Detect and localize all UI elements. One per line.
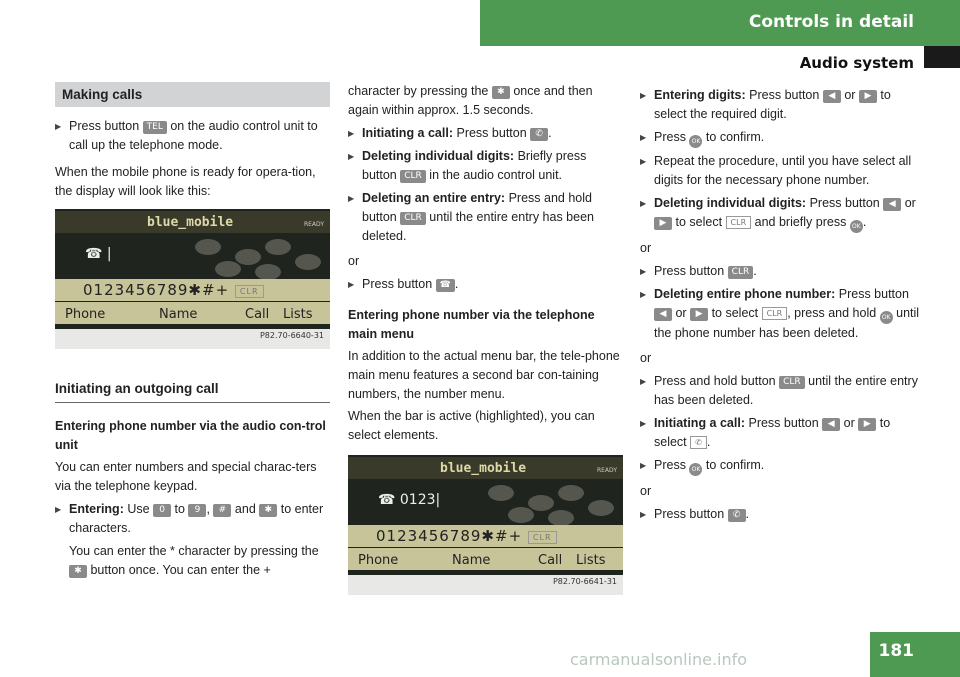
menu-name: Name: [159, 307, 198, 322]
menu-lists: Lists: [576, 553, 606, 568]
call-button-icon: ✆: [530, 128, 548, 141]
note: You can enter the * character by pressing the ✱ button once. You can enter the +: [69, 544, 319, 577]
paragraph: When the bar is active (highlighted), you can select elements.: [348, 409, 595, 442]
figure-caption: P82.70-6641-31: [552, 577, 617, 586]
or-text: or: [640, 241, 652, 255]
paragraph: In addition to the actual menu bar, the tele-phone main menu features a second bar con-taining numbers, the number menu.: [348, 349, 620, 401]
clr-button-icon: CLR: [400, 212, 426, 225]
display-screen: [348, 455, 623, 575]
menu-phone: Phone: [358, 553, 399, 568]
entering-heading: Entering phone number via the audio con-trol unit: [55, 419, 326, 452]
call-icon: ✆: [690, 436, 707, 449]
right-arrow-icon: ▶: [654, 217, 672, 230]
telephone-menu-heading: Entering phone number via the telephone main menu: [348, 308, 595, 341]
bullet-delete-digits: ▶ Deleting individual digits: Briefly press button CLR in the audio control unit.: [348, 147, 623, 185]
right-arrow-icon: ▶: [859, 90, 877, 103]
left-arrow-icon: ◀: [822, 418, 840, 431]
or-text: or: [640, 351, 652, 365]
display-title: blue_mobile: [147, 215, 234, 230]
header-marker: [924, 46, 960, 68]
clr-button-icon: CLR: [779, 376, 805, 389]
call-button-icon: ✆: [728, 509, 746, 522]
number-menu: 0123456789✱#+ CLR: [83, 281, 264, 300]
bullet-delete-number: ▶ Deleting entire phone number: Press button ◀ or ▶ to select CLR , press and hold OK until the phone number has been deleted.: [640, 285, 920, 343]
bullet-call-button: ▶ Press button ✆ .: [640, 505, 920, 524]
ok-button-icon: OK: [850, 220, 863, 233]
menu-call: Call: [245, 307, 270, 322]
menu-phone: Phone: [65, 307, 106, 322]
making-calls-heading: Making calls: [55, 82, 330, 107]
display-title: blue_mobile: [440, 461, 527, 476]
clr-icon: CLR: [762, 307, 788, 320]
clr-icon: CLR: [235, 285, 264, 298]
or-text: or: [640, 484, 652, 498]
bullet-initiate-call: ▶ Initiating a call: Press button ◀ or ▶ to select ✆ .: [640, 414, 920, 452]
key-9-icon: 9: [188, 504, 206, 517]
right-arrow-icon: ▶: [690, 308, 708, 321]
text: Press button: [69, 119, 140, 133]
bullet-confirm: ▶ Press OK to confirm.: [640, 128, 920, 148]
bullet-end-call: ▶ Press button ☎ .: [348, 275, 623, 294]
display-screen: [55, 209, 330, 329]
key-star-icon: ✱: [492, 86, 510, 99]
left-arrow-icon: ◀: [883, 198, 901, 211]
phone-display-2: [348, 455, 623, 595]
initiating-heading: Initiating an outgoing call: [55, 379, 330, 403]
ok-button-icon: OK: [689, 463, 702, 476]
label: Entering:: [69, 502, 124, 516]
paragraph: You can enter numbers and special charac-ters via the telephone keypad.: [55, 460, 317, 493]
column-middle: [348, 82, 623, 601]
continued-text: character by pressing the ✱ once and then again within approx. 1.5 seconds.: [348, 84, 593, 117]
bullet-entering: ▶ Entering: Use 0 to 9 , # and ✱ to enter characters.: [55, 500, 330, 538]
right-arrow-icon: ▶: [858, 418, 876, 431]
key-hash-icon: #: [213, 504, 231, 517]
subsection-title: Audio system: [799, 54, 914, 72]
column-left: [55, 82, 330, 580]
key-star-icon: ✱: [69, 565, 87, 578]
column-right: [640, 82, 920, 524]
tel-button-icon: TEL: [143, 121, 167, 134]
section-title: Controls in detail: [748, 12, 914, 32]
bullet-clr: ▶ Press button CLR .: [640, 262, 920, 281]
page-number: 181: [870, 632, 960, 677]
clr-icon: CLR: [528, 531, 557, 544]
clr-icon: CLR: [726, 216, 752, 229]
bullet-delete-entry: ▶ Deleting an entire entry: Press and hold button CLR until the entire entry has been deleted.: [348, 189, 623, 246]
left-arrow-icon: ◀: [823, 90, 841, 103]
bullet-repeat: ▶ Repeat the procedure, until you have select all digits for the necessary phone number.: [640, 152, 920, 190]
menu-call: Call: [538, 553, 563, 568]
ready-indicator: READY: [303, 221, 324, 228]
or-text: or: [348, 254, 360, 268]
end-call-button-icon: ☎: [436, 279, 455, 292]
header-section-bar: [480, 0, 960, 46]
key-star-icon: ✱: [259, 504, 277, 517]
bullet-confirm: ▶ Press OK to confirm.: [640, 456, 920, 476]
clr-button-icon: CLR: [400, 170, 426, 183]
watermark: carmanualsonline.info: [570, 650, 748, 669]
ready-indicator: READY: [596, 467, 617, 474]
bullet-delete-digits: ▶ Deleting individual digits: Press button ◀ or ▶ to select CLR and briefly press OK .: [640, 194, 920, 233]
ok-button-icon: OK: [880, 311, 893, 324]
menu-lists: Lists: [283, 307, 313, 322]
clr-button-icon: CLR: [728, 266, 754, 279]
input-line: ☎ |: [85, 246, 112, 262]
number-menu: 0123456789✱#+ CLR: [376, 527, 557, 546]
menu-name: Name: [452, 553, 491, 568]
key-0-icon: 0: [153, 504, 171, 517]
bullet-initiating: ▶ Initiating a call: Press button ✆ .: [348, 124, 623, 143]
left-arrow-icon: ◀: [654, 308, 672, 321]
ok-button-icon: OK: [689, 135, 702, 148]
bullet-hold-clr: ▶ Press and hold button CLR until the entire entry has been deleted.: [640, 372, 920, 410]
figure-caption: P82.70-6640-31: [259, 331, 324, 340]
paragraph: When the mobile phone is ready for opera-tion, the display will look like this:: [55, 165, 316, 198]
phone-display-1: [55, 209, 330, 349]
bullet-tel: [55, 117, 330, 155]
text: on the audio control unit to call up the telephone mode.: [69, 119, 318, 152]
bullet-entering-digits: ▶ Entering digits: Press button ◀ or ▶ to select the required digit.: [640, 86, 920, 124]
input-line: ☎ 0123|: [378, 492, 441, 508]
